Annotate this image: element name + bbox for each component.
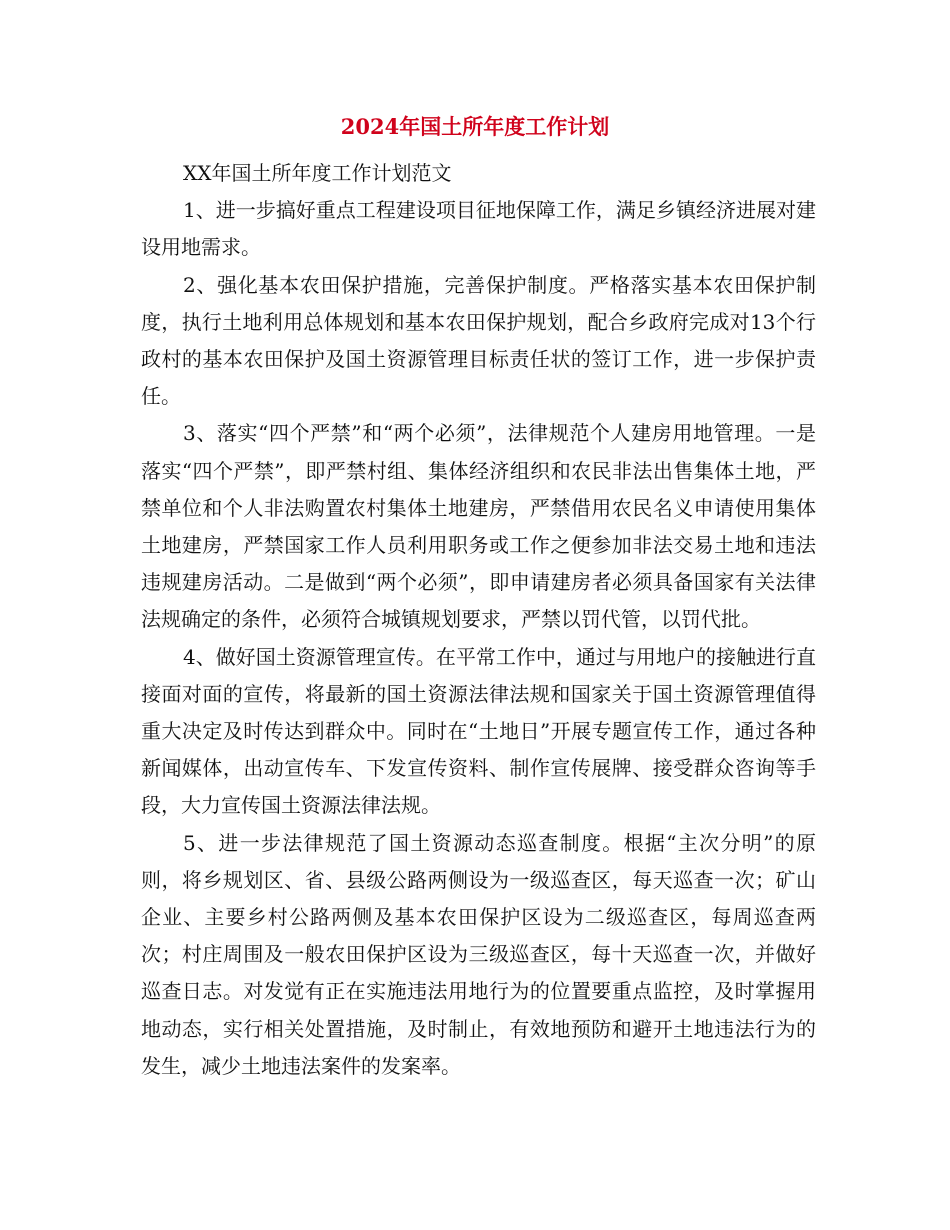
paragraph-item-2: 2、强化基本农田保护措施，完善保护制度。严格落实基本农田保护制度，执行土地利用总体规划和基本农田保护规划，配合乡政府完成对13个行政村的基本农田保护及国土资源管理目标责任状的签订工作，进一步保护责任。 bbox=[141, 272, 816, 409]
document-title: 2024年国土所年度工作计划 bbox=[340, 114, 610, 139]
paragraph-item-4: 4、做好国土资源管理宣传。在平常工作中，通过与用地户的接触进行直接面对面的宣传，将最新的国土资源法律法规和国家关于国土资源管理值得重大决定及时传达到群众中。同时在“土地日”开展专题宣传工作，通过各种新闻媒体，出动宣传车、下发宣传资料、制作宣传展牌、接受群众咨询等手段，大力宣传国土资源法律法规。 bbox=[141, 644, 816, 818]
paragraph-subtitle: XX年国土所年度工作计划范文 bbox=[183, 161, 452, 185]
document-body bbox=[141, 155, 816, 1085]
paragraph-item-3: 3、落实“四个严禁”和“两个必须”，法律规范个人建房用地管理。一是落实“四个严禁”，即严禁村组、集体经济组织和农民非法出售集体土地，严禁单位和个人非法购置农村集体土地建房，严禁借用农民名义申请使用集体土地建房，严禁国家工作人员利用职务或工作之便参加非法交易土地和违法违规建房活动。二是做到“两个必须”，即申请建房者必须具备国家有关法律法规确定的条件，必须符合城镇规划要求，严禁以罚代管，以罚代批。 bbox=[141, 421, 816, 632]
paragraph-item-1: 1、进一步搞好重点工程建设项目征地保障工作，满足乡镇经济进展对建设用地需求。 bbox=[141, 198, 816, 260]
paragraph-item-5: 5、进一步法律规范了国土资源动态巡查制度。根据“主次分明”的原则，将乡规划区、省、县级公路两侧设为一级巡查区，每天巡查一次；矿山企业、主要乡村公路两侧及基本农田保护区设为二级巡查区，每周巡查两次；村庄周围及一般农田保护区设为三级巡查区，每十天巡查一次，并做好巡查日志。对发觉有正在实施违法用地行为的位置要重点监控，及时掌握用地动态，实行相关处置措施，及时制止，有效地预防和避开土地违法行为的发生，减少土地违法案件的发案率。 bbox=[141, 830, 816, 1078]
